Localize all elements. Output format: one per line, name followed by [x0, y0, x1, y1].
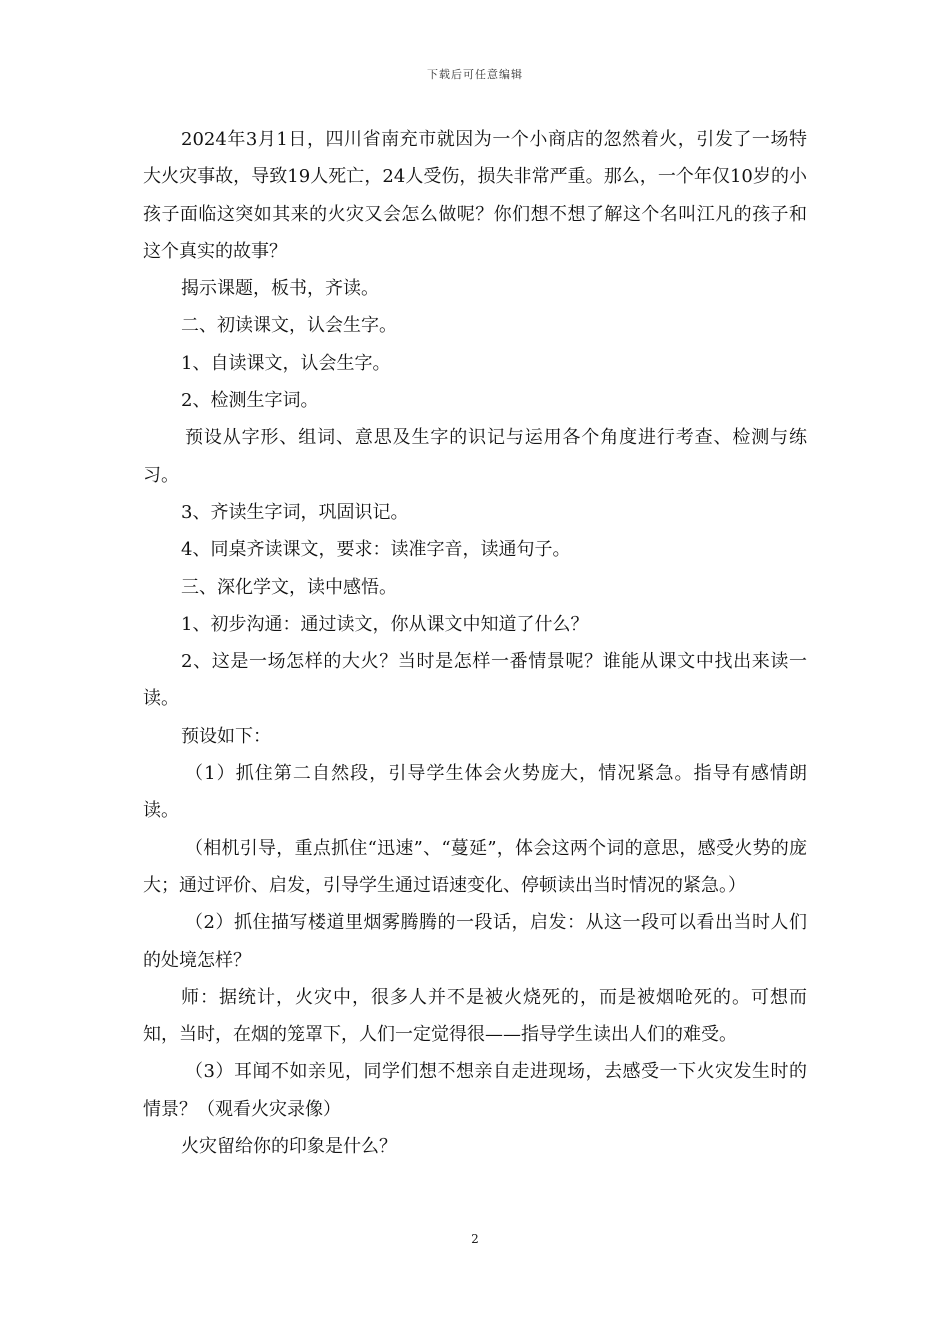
paragraph-section-three: 三、深化学文，读中感悟。: [181, 576, 397, 598]
paragraph-step-communicate: 1、初步沟通：通过读文，你从课文中知道了什么？: [181, 613, 589, 635]
paragraph-step-4: 4、同桌齐读课文，要求：读准字音，读通句子。: [181, 539, 571, 561]
paragraph-step-2: 2、检测生字词。: [181, 390, 319, 412]
paragraph-step-1: 1、自读课文，认会生字。: [181, 352, 391, 374]
paragraph-impression-question: 火灾留给你的印象是什么？: [181, 1136, 397, 1158]
paragraph-point-2: （2）抓住描写楼道里烟雾腾腾的一段话，启发：从这一段可以看出当时人们的处境怎样？: [143, 912, 807, 971]
page-number: 2: [471, 1232, 479, 1246]
paragraph-step-3: 3、齐读生字词，巩固识记。: [181, 501, 409, 523]
paragraph-preset: 预设如下：: [181, 725, 271, 747]
header-note: 下载后可任意编辑: [427, 68, 523, 81]
paragraph-section-two: 二、初读课文，认会生字。: [181, 315, 397, 337]
body-text: [143, 121, 807, 1165]
paragraph-step-fire-question: 2、这是一场怎样的大火？当时是怎样一番情景呢？谁能从课文中找出来读一读。: [143, 651, 807, 710]
paragraph-preset-check: 预设从字形、组词、意思及生字的识记与运用各个角度进行考查、检测与练习。: [143, 427, 807, 486]
paragraph-point-1: （1）抓住第二自然段，引导学生体会火势庞大，情况紧急。指导有感情朗读。: [143, 763, 807, 822]
paragraph-guide-note: （相机引导，重点抓住“迅速”、“蔓延”，体会这两个词的意思，感受火势的庞大；通过评价、启发，引导学生通过语速变化、停顿读出当时情况的紧急。）: [143, 837, 807, 896]
paragraph-intro: 2024年3月1日，四川省南充市就因为一个小商店的忽然着火，引发了一场特大火灾事故，导致19人死亡，24人受伤，损失非常严重。那么，一个年仅10岁的小孩子面临这突如其来的火灾又会怎么做呢？你们想不想了解这个名叫江凡的孩子和这个真实的故事？: [143, 129, 807, 262]
paragraph-teacher: 师：据统计，火灾中，很多人并不是被火烧死的，而是被烟呛死的。可想而知，当时，在烟的笼罩下，人们一定觉得很——指导学生读出人们的难受。: [143, 986, 807, 1046]
paragraph-reveal-title: 揭示课题，板书，齐读。: [181, 278, 379, 300]
paragraph-point-3: （3）耳闻不如亲见，同学们想不想亲自走进现场，去感受一下火灾发生时的情景？（观看火灾录像）: [143, 1061, 807, 1120]
